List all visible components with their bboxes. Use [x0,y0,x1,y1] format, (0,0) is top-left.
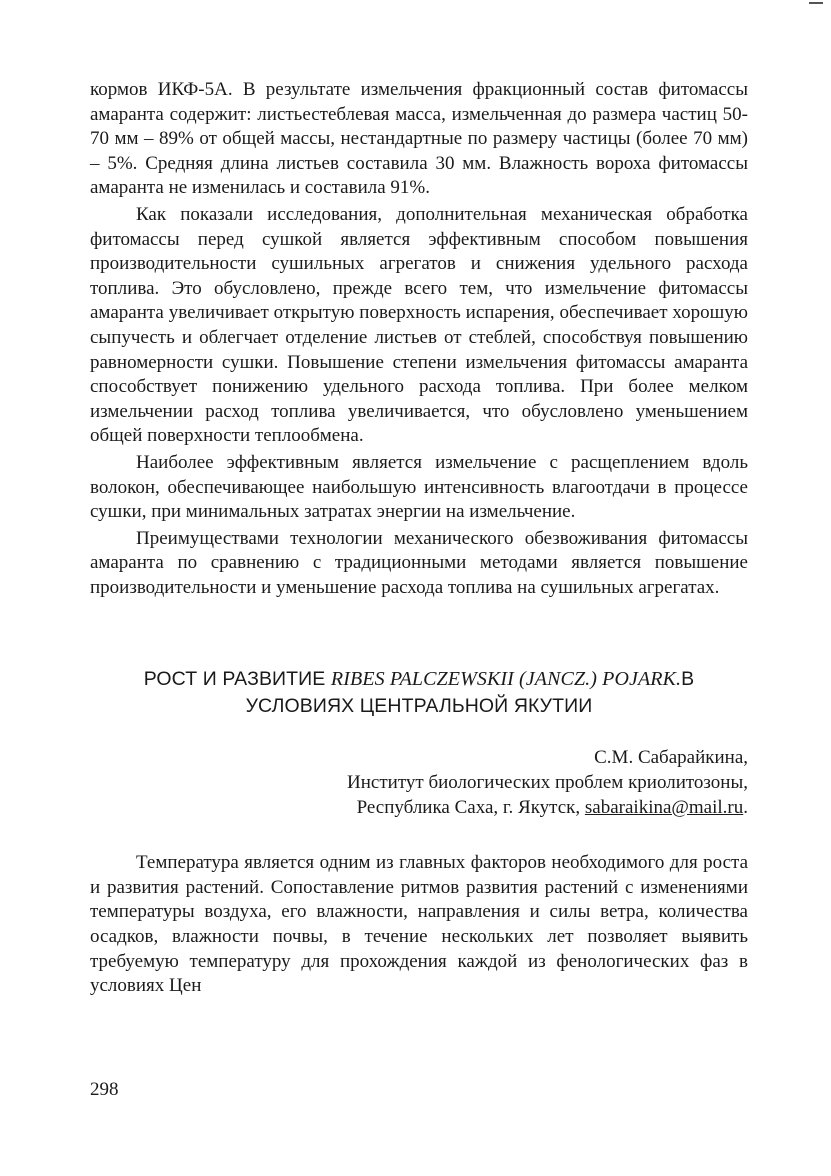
paragraph-effective-grinding: Наиболее эффективным является измельчение с расщеплением вдоль волокон, обеспечивающее наибольшую интенсивность влагоотдачи в процессе сушки, при минимальных затратах энергии на измельчение. [90,451,748,523]
author-location-line [90,796,748,821]
article-title-line-1 [90,666,748,693]
title-latin-name: RIBES PALCZEWSKII (JANCZ.) POJARK. [330,668,682,691]
author-institution: Институт биологических проблем криолитозоны, [347,772,748,794]
paragraph-research-findings: Как показали исследования, дополнительная механическая обработка фитомассы перед сушкой является эффективным способом повышения производительности сушильных агрегатов и снижения удельного расхода топлива. Это обусловлено, прежде всего тем, что измельчение фитомассы амаранта увеличивает открытую поверхность испарения, обеспечивает хорошую сыпучесть и облегчает отделение листьев от стеблей, способствуя повышению равномерности сушки. Повышение степени измельчения фитомассы амаранта способствует понижению удельного расхода топлива. При более мелком измельчении расход топлива увеличивается, что обусловлено уменьшением общей поверхности теплообмена. [90,203,748,447]
corner-scan-mark [809,2,823,4]
author-block [90,746,748,820]
article-title [90,666,748,720]
paragraph-advantages: Преимуществами технологии механического обезвоживания фитомассы амаранта по сравнению с традиционными методами является повышение производительности и уменьшение расхода топлива на сушильных агрегатах. [90,527,748,598]
author-name: С.М. Сабарайкина, [594,747,748,769]
author-location: Республика Саха, г. Якутск, [356,796,585,818]
document-page [90,78,748,999]
title-suffix: В [681,668,695,691]
article-title-line-2: УСЛОВИЯХ ЦЕНТРАЛЬНОЙ ЯКУТИИ [245,695,593,718]
email-trailing-period: . [743,796,748,818]
paragraph-temperature-intro: Температура является одним из главных факторов необходимого для роста и развития растений. Сопоставление ритмов развития растений с изменениями температуры воздуха, его влажности, направления и силы ветра, количества осадков, влажности почвы, в течение нескольких лет позволяет выявить требуемую температуру для прохождения каждой из фенологических фаз в условиях Цен [90,852,748,997]
paragraph-continued: кормов ИКФ-5А. В результате измельчения фракционный состав фитомассы амаранта содержит: листьестеблевая масса, измельченная до размера частиц 50-70 мм – 89% от общей массы, нестандартные по размеру частицы (более 70 мм) – 5%. Средняя длина листьев составила 30 мм. Влажность вороха фитомассы амаранта не изменилась и составила 91%. [90,79,748,199]
title-prefix: РОСТ И РАЗВИТИЕ [143,668,331,691]
page-number: 298 [90,1079,119,1100]
author-email-link[interactable]: sabaraikina@mail.ru [584,796,744,818]
